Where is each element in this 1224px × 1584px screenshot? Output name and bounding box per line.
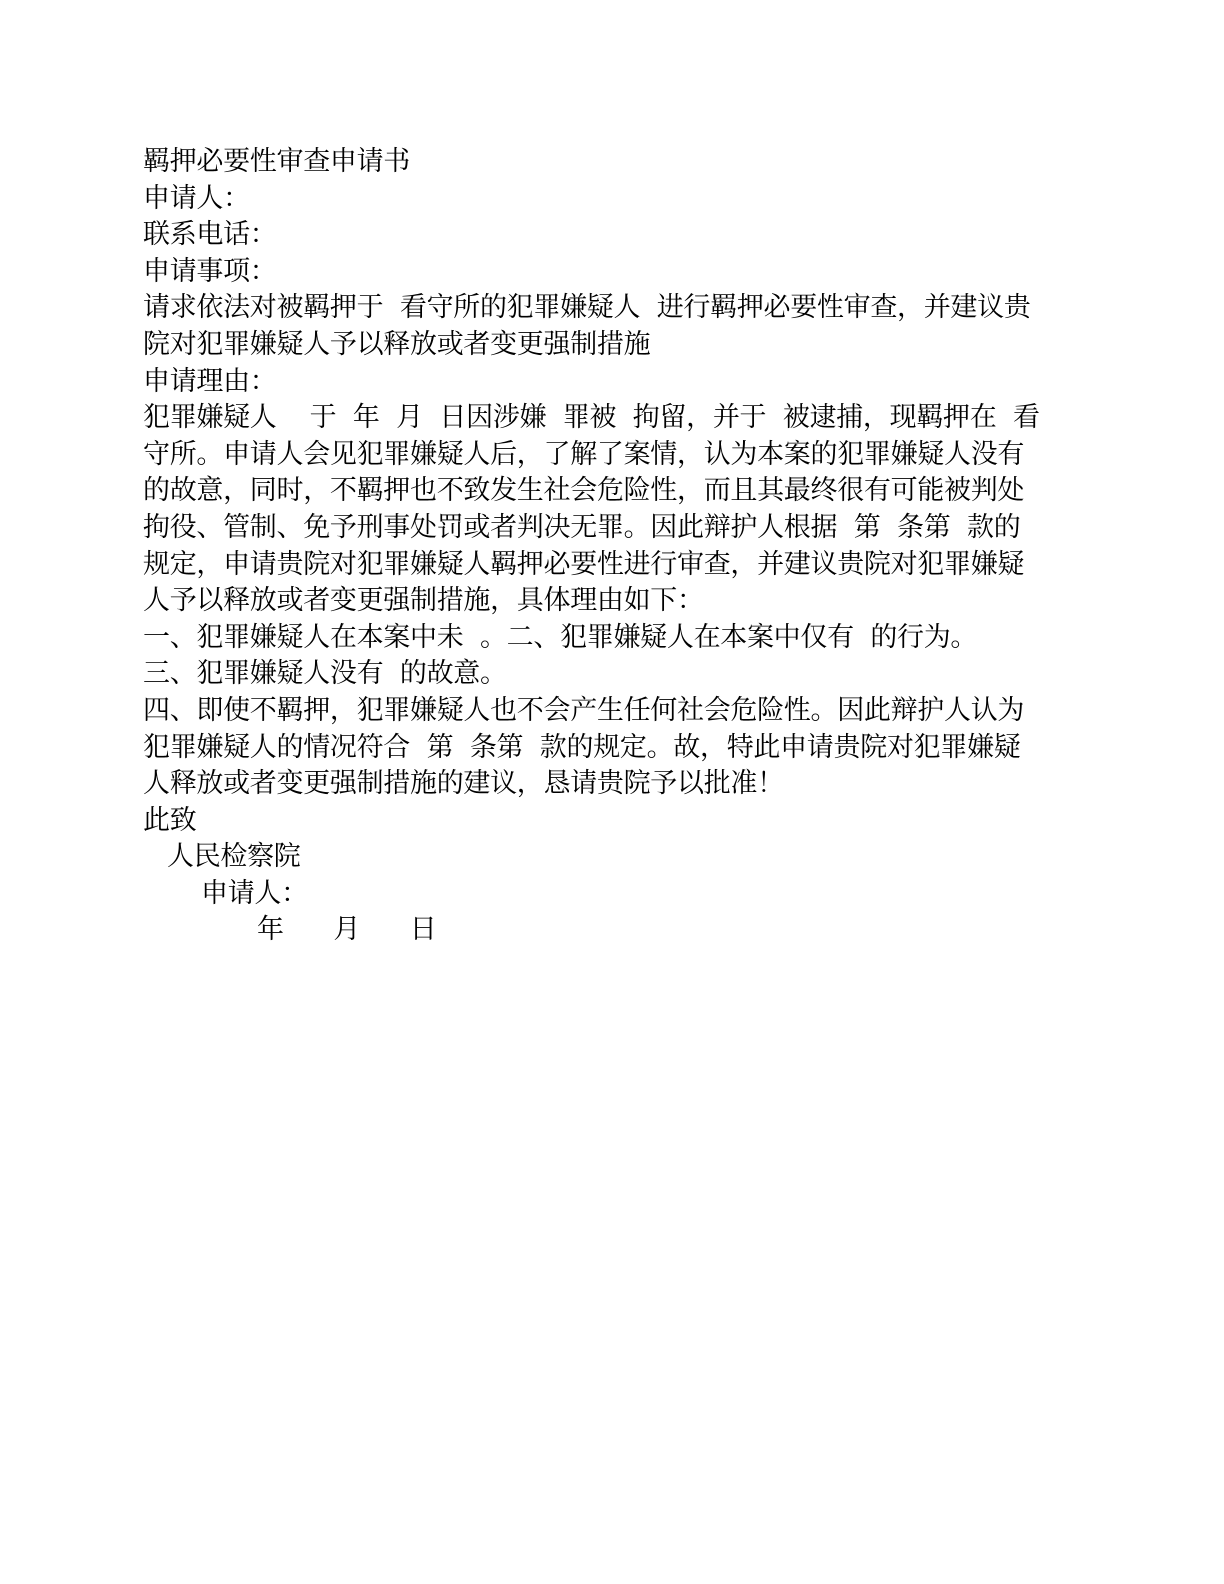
closing-text: 此致 <box>143 804 197 836</box>
applicant-label: 申请人： <box>143 182 250 214</box>
recipient-text: 人民检察院 <box>167 841 301 873</box>
reason-line: 人予以释放或者变更强制措施，具体理由如下： <box>143 585 704 617</box>
matter-label: 申请事项： <box>143 255 277 287</box>
reason-line: 一、犯罪嫌疑人在本案中未 。二、犯罪嫌疑人在本案中仅有 的行为。 <box>143 621 978 653</box>
matter-line: 请求依法对被羁押于 看守所的犯罪嫌疑人 进行羁押必要性审查，并建议贵 <box>143 292 1031 324</box>
reason-line: 三、犯罪嫌疑人没有 的故意。 <box>143 658 507 690</box>
reason-line: 守所。申请人会见犯罪嫌疑人后，了解了案情，认为本案的犯罪嫌疑人没有 <box>143 438 1025 470</box>
document-page <box>143 144 1083 949</box>
phone-label: 联系电话： <box>143 219 277 251</box>
reason-line: 人释放或者变更强制措施的建议，恳请贵院予以批准！ <box>143 768 784 800</box>
reason-line: 的故意，同时，不羁押也不致发生社会危险性，而且其最终很有可能被判处 <box>143 475 1025 507</box>
reason-line: 规定，申请贵院对犯罪嫌疑人羁押必要性进行审查，并建议贵院对犯罪嫌疑 <box>143 548 1025 580</box>
reason-line: 犯罪嫌疑人 于 年 月 日因涉嫌 罪被 拘留，并于 被逮捕，现羁押在 看 <box>143 402 1040 434</box>
signature-label: 申请人： <box>201 877 308 909</box>
reason-line: 四、即使不羁押，犯罪嫌疑人也不会产生任何社会危险性。因此辩护人认为 <box>143 694 1025 726</box>
reason-label: 申请理由： <box>143 365 277 397</box>
reason-line: 拘役、管制、免予刑事处罚或者判决无罪。因此辩护人根据 第 条第 款的 <box>143 511 1021 543</box>
date-line: 年 月 日 <box>257 914 437 946</box>
matter-line: 院对犯罪嫌疑人予以释放或者变更强制措施 <box>143 328 651 360</box>
reason-line: 犯罪嫌疑人的情况符合 第 条第 款的规定。故，特此申请贵院对犯罪嫌疑 <box>143 731 1021 763</box>
document-title: 羁押必要性审查申请书 <box>143 146 410 177</box>
